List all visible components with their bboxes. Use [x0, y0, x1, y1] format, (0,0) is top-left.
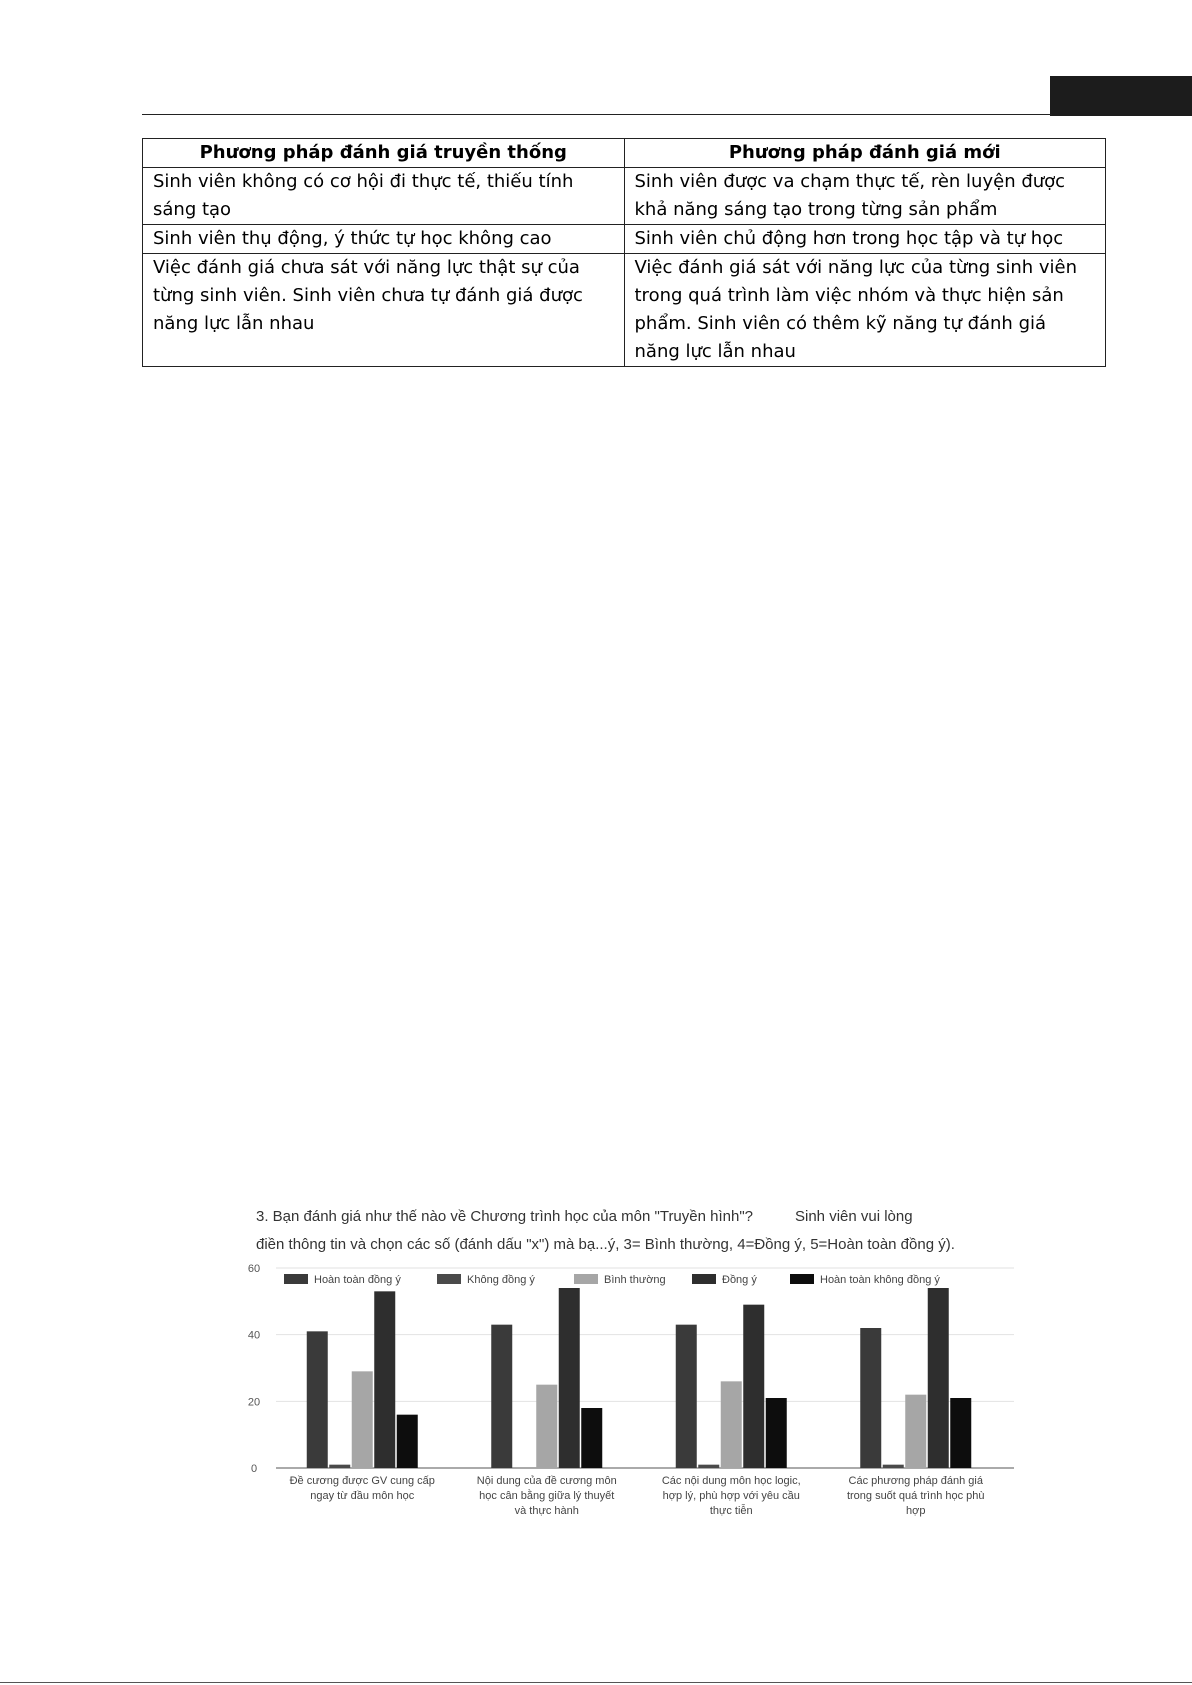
- bar: [721, 1381, 742, 1468]
- table-cell: Việc đánh giá sát với năng lực của từng sinh viên trong quá trình làm việc nhóm và thực hiện sản phẩm. Sinh viên có thêm kỹ năng tự đánh giá năng lực lẫn nhau: [624, 254, 1106, 367]
- bar: [698, 1465, 719, 1468]
- y-tick-label: 20: [247, 1396, 261, 1409]
- legend-swatch: [790, 1274, 814, 1284]
- x-tick-label: Các phương pháp đánh giá: [848, 1475, 983, 1487]
- legend-label: Hoàn toàn đồng ý: [314, 1274, 401, 1286]
- table-row: [143, 168, 1106, 225]
- table-cell: Sinh viên thụ động, ý thức tự học không cao: [143, 225, 625, 254]
- footer-rule: [0, 1682, 1192, 1683]
- bar: [559, 1288, 580, 1468]
- bar: [352, 1371, 373, 1468]
- header-new: Phương pháp đánh giá mới: [624, 139, 1106, 168]
- x-tick-label: và thực hành: [514, 1505, 579, 1517]
- table-row: [143, 225, 1106, 254]
- legend-label: Bình thường: [604, 1274, 666, 1286]
- bar: [581, 1408, 602, 1468]
- table-cell: Sinh viên được va chạm thực tế, rèn luyện được khả năng sáng tạo trong từng sản phẩm: [624, 168, 1106, 225]
- bar: [329, 1465, 350, 1468]
- table-cell: Sinh viên chủ động hơn trong học tập và tự học: [624, 225, 1106, 254]
- legend-swatch: [284, 1274, 308, 1284]
- bar: [928, 1288, 949, 1468]
- legend-label: Không đồng ý: [467, 1274, 535, 1286]
- y-tick-label: 40: [247, 1329, 261, 1342]
- bar: [491, 1325, 512, 1468]
- bar: [860, 1328, 881, 1468]
- survey-figure: [232, 1200, 1022, 1528]
- legend-swatch: [437, 1274, 461, 1284]
- x-tick-label: Các nội dung môn học logic,: [661, 1475, 801, 1487]
- y-tick-label: 60: [247, 1263, 261, 1275]
- question-note: Sinh viên vui lòng: [795, 1208, 913, 1225]
- header-corner-tab: [1050, 76, 1192, 116]
- bar: [536, 1385, 557, 1468]
- x-tick-label: trong suốt quá trình học phù: [846, 1490, 985, 1502]
- legend-label: Đồng ý: [722, 1274, 757, 1286]
- header-rule: [142, 114, 1052, 115]
- bar: [307, 1331, 328, 1468]
- bar: [883, 1465, 904, 1468]
- table-cell: Việc đánh giá chưa sát với năng lực thật sự của từng sinh viên. Sinh viên chưa tự đánh giá được năng lực lẫn nhau: [143, 254, 625, 367]
- bar: [374, 1291, 395, 1468]
- bar-chart: [232, 1200, 1022, 1528]
- bar: [766, 1398, 787, 1468]
- legend-label: Hoàn toàn không đồng ý: [820, 1274, 940, 1286]
- legend-swatch: [692, 1274, 716, 1284]
- legend-swatch: [574, 1274, 598, 1284]
- x-tick-label: học cân bằng giữa lý thuyết: [479, 1490, 615, 1502]
- bar: [905, 1395, 926, 1468]
- table-row: [143, 254, 1106, 367]
- x-tick-label: Nội dung của đề cương môn: [476, 1475, 617, 1487]
- y-tick-label: 0: [250, 1463, 258, 1475]
- x-tick-label: thực tiễn: [709, 1505, 753, 1517]
- bar: [743, 1305, 764, 1468]
- x-tick-label: ngay từ đầu môn học: [310, 1490, 415, 1502]
- bar: [950, 1398, 971, 1468]
- x-tick-label: hợp lý, phù hợp với yêu cầu: [662, 1490, 800, 1502]
- x-tick-label: hợp: [906, 1505, 926, 1517]
- comparison-table: [142, 138, 1106, 367]
- header-traditional: Phương pháp đánh giá truyền thống: [143, 139, 625, 168]
- figure-question-line-2: điền thông tin và chọn các số (đánh dấu "x") mà bạ...ý, 3= Bình thường, 4=Đồng ý, 5=Hoàn toàn đồng ý).: [256, 1236, 955, 1253]
- question-text: 3. Bạn đánh giá như thế nào về Chương trình học của môn "Truyền hình"?: [256, 1208, 753, 1225]
- bar: [397, 1415, 418, 1468]
- x-tick-label: Đề cương được GV cung cấp: [289, 1475, 435, 1487]
- table-header-row: [143, 139, 1106, 168]
- bar: [676, 1325, 697, 1468]
- table-cell: Sinh viên không có cơ hội đi thực tế, thiếu tính sáng tạo: [143, 168, 625, 225]
